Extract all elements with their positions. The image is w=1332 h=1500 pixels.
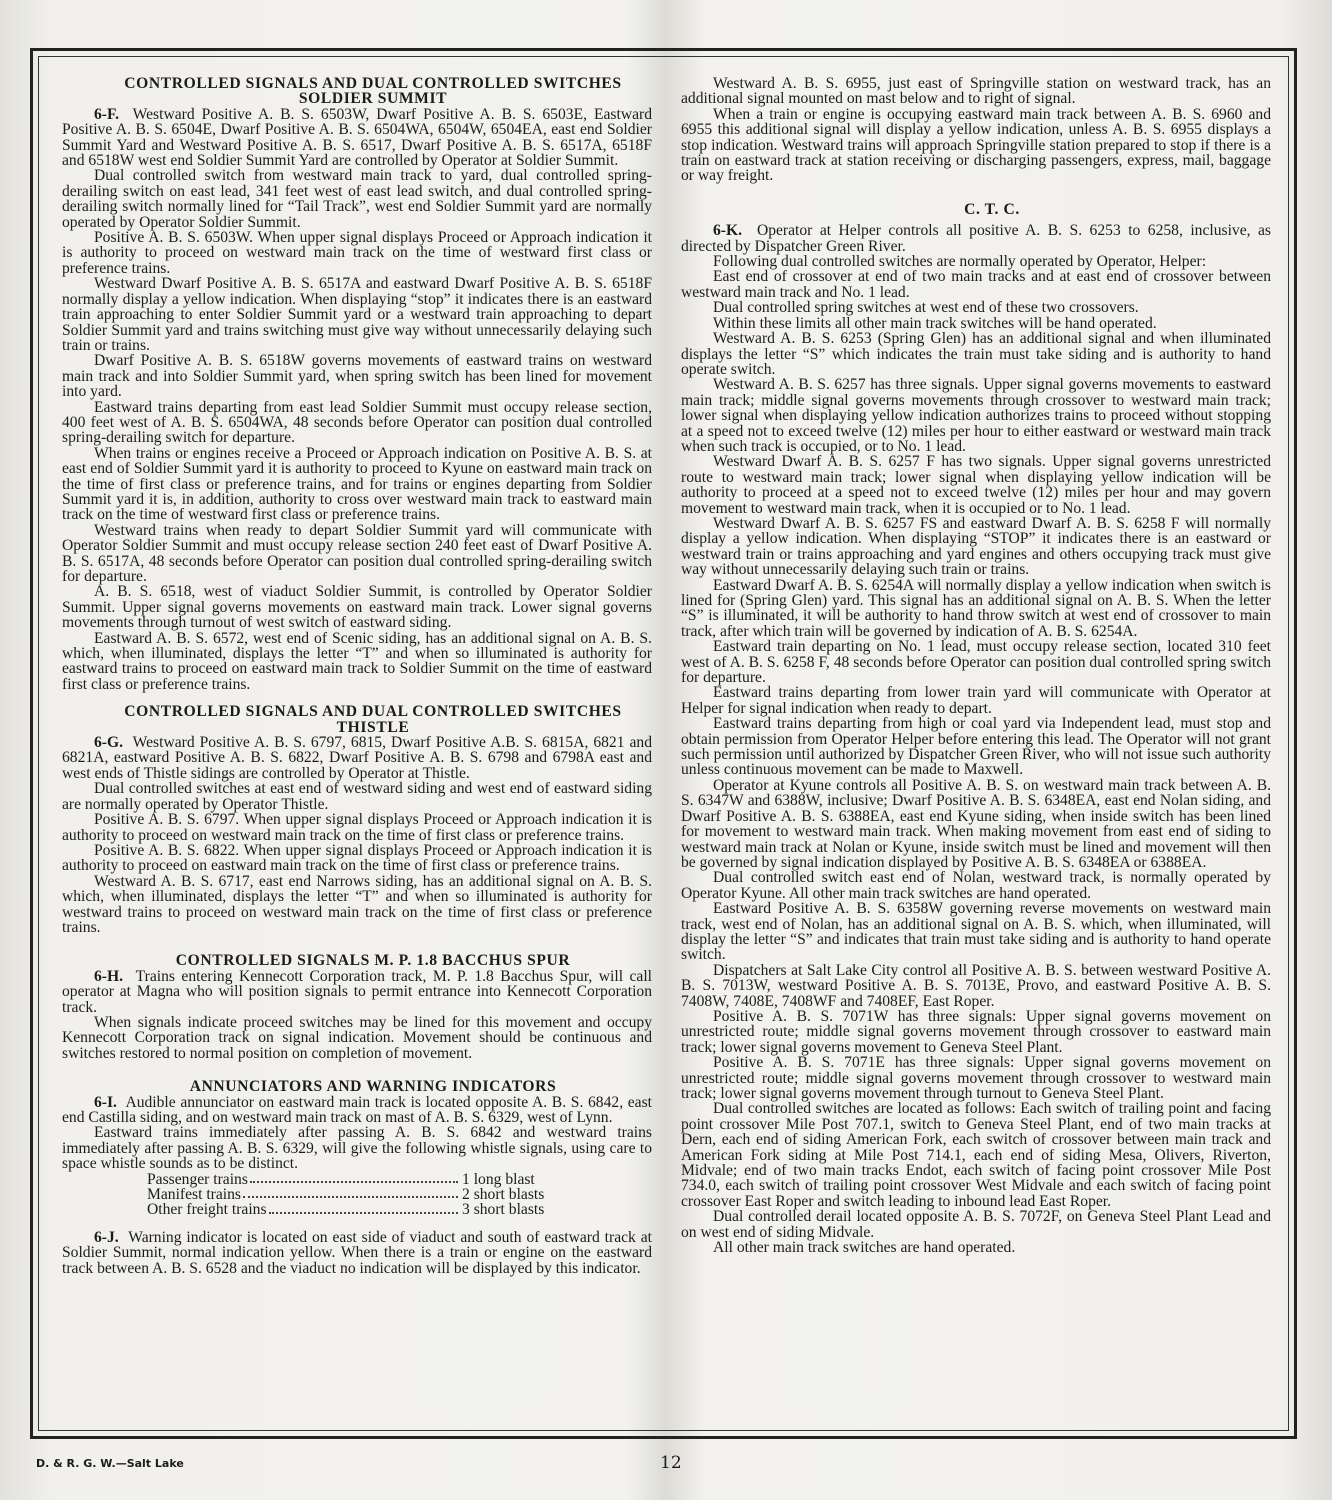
section-title-bacchus-spur: CONTROLLED SIGNALS M. P. 1.8 BACCHUS SPUR <box>175 952 571 970</box>
rule-number: 6-I. <box>94 1093 117 1111</box>
rule-number: 6-J. <box>94 1228 119 1246</box>
paragraph: Westward A. B. S. 6955, just east of Springville station on westward track, has an additional signal mounted on mast below and to right of signal. <box>681 76 1271 108</box>
paragraph: All other main track switches are hand operated. <box>713 1239 1016 1257</box>
whistle-list-item <box>147 1172 562 1187</box>
whistle-value: 2 short blasts <box>462 1186 545 1204</box>
section-title-ctc: C. T. C. <box>964 200 1020 218</box>
paragraph: Eastward Dwarf A. B. S. 6254A will normally display a yellow indication when switch is lined for (Spring Glen) yard. This signal has an additional signal on A. B. S. When the letter “S” is illuminated, it will be authority to hand throw switch at west end of crossover to main track, after which train will be governed by indication of A. B. S. 6254A. <box>681 576 1271 640</box>
paragraph-text: Warning indicator is located on east side of viaduct and south of eastward track at Soldier Summit, normal indication yellow. When there is a train or engine on the eastward track between A. B. S. 6528 and the viaduct no indication will be displayed by this indicator. <box>62 1228 652 1277</box>
paragraph: Westward A. B. S. 6253 (Spring Glen) has an additional signal and when illuminated displays the letter “S” which indicates the train must take siding and is authority to hand operate switch. <box>681 330 1271 378</box>
leader-dots <box>269 1202 458 1213</box>
paragraph-text: Westward Positive A. B. S. 6797, 6815, Dwarf Positive A.B. S. 6815A, 6821 and 6821A, eastward Positive A. B. S. 6822, Dwarf Positive A. B. S. 6798 and 6798A east and west ends of Thistle sidings are controlled by Operator at Thistle. <box>62 734 652 782</box>
whistle-list-item <box>147 1202 562 1217</box>
paragraph: Dispatchers at Salt Lake City control all Positive A. B. S. between westward Positive A. B. S. 7013W, westward Positive A. B. S. 7013E, Provo, and eastward Positive A. B. S. 7408W, 7408E, 7408WF and 7408EF, East Roper. <box>681 961 1271 1010</box>
whistle-label: Other freight trains <box>147 1201 267 1219</box>
paragraph: Eastward trains departing from lower train yard will communicate with Operator at Helper for signal indication when ready to depart. <box>681 684 1271 717</box>
paragraph: When trains or engines receive a Proceed or Approach indication on Positive A. B. S. at east end of Soldier Summit yard it is authority to proceed to Kyune on eastward main track on the time of first class or preference trains, and for trains or engines departing from Soldier Summit yard it is, in addition, authority to cross over westward main track to eastward main track on the time of westward first class or preference trains. <box>62 444 652 524</box>
paragraph: Dual controlled switch from westward main track to yard, dual controlled spring-derailing switch on east lead, 341 feet west of east lead switch, and dual controlled spring-derailing switch normally lined for “Tail Track”, west end Soldier Summit yard are normally operated by Operator Soldier Summit. <box>62 167 652 231</box>
paragraph-text: Operator at Helper controls all positive A. B. S. 6253 to 6258, inclusive, as directed by Dispatcher Green River. <box>681 222 1271 255</box>
rule-6j-paragraph <box>62 1230 652 1276</box>
whistle-list-item <box>147 1187 562 1202</box>
paragraph: Positive A. B. S. 7071W has three signals: Upper signal governs movement on unrestricted route; middle signal governs movement through crossover to eastward main track; lower signal governs movement to Geneva Steel Plant. <box>681 1007 1271 1056</box>
paragraph: When a train or engine is occupying eastward main track between A. B. S. 6960 and 6955 this additional signal will display a yellow indication, unless A. B. S. 6955 displays a stop indication. Westward trains will approach Springville station prepared to stop if there is a train on eastward track at station receiving or discharging passengers, express, mail, baggage or way freight. <box>681 105 1271 185</box>
publisher-footer: D. & R. G. W.—Salt Lake <box>36 1457 184 1470</box>
whistle-value: 1 long blast <box>462 1170 535 1188</box>
paragraph: Westward trains when ready to depart Soldier Summit yard will communicate with Operator Soldier Summit and must occupy release section 240 feet east of Dwarf Positive A. B. S. 6517A, 48 seconds before Operator can position dual controlled spring-derailing switch for departure. <box>62 521 652 585</box>
paragraph: Eastward trains immediately after passing A. B. S. 6842 and westward trains immediately after passing A. B. S. 6329, will give the following whistle signals, using care to space whistle sounds as to be distinct. <box>62 1124 652 1173</box>
section-title-soldier-summit: CONTROLLED SIGNALS AND DUAL CONTROLLED SWITCHES <box>124 76 622 92</box>
leader-dots <box>243 1187 458 1198</box>
section-subtitle-soldier-summit: SOLDIER SUMMIT <box>298 90 448 108</box>
whistle-label: Passenger trains <box>147 1170 248 1188</box>
paragraph-text: Westward Positive A. B. S. 6503W, Dwarf Positive A. B. S. 6503E, Eastward Positive A. B. S. 6504E, Dwarf Positive A. B. S. 6504WA, 6504W, 6504EA, east end Soldier Summit Yard and Westward Positive A. B. S. 6517, Dwarf Positive A. B. S. 6517A, 6518F and 6518W west end Soldier Summit Yard are controlled by Operator at Soldier Summit. <box>62 105 652 170</box>
paragraph: Westward Dwarf Positive A. B. S. 6517A and eastward Dwarf Positive A. B. S. 6518F normally display a yellow indication. When displaying “stop” it indicates there is an eastward train approaching to enter Soldier Summit yard or a westward train approaching to depart Soldier Summit yard and trains switching must give way without unnecessarily delaying such train or trains. <box>62 275 652 354</box>
paragraph: Dual controlled derail located opposite A. B. S. 7072F, on Geneva Steel Plant Lead and on west end of siding Midvale. <box>681 1208 1271 1241</box>
paragraph: Positive A. B. S. 6503W. When upper signal displays Proceed or Approach indication it is authority to proceed on westward main track on the time of westward first class or preference trains. <box>62 229 652 277</box>
left-column <box>62 76 652 1426</box>
paragraph-text: Audible annunciator on eastward main track is located opposite A. B. S. 6842, east end Castilla siding, and on westward main track on mast of A. B. S. 6329, west of Lynn. <box>62 1093 652 1126</box>
whistle-label: Manifest trains <box>147 1186 241 1204</box>
section-title-annunciators: ANNUNCIATORS AND WARNING INDICATORS <box>189 1078 557 1096</box>
rule-number: 6-K. <box>713 222 743 240</box>
paragraph: Eastward trains departing from high or coal yard via Independent lead, must stop and obtain permission from Operator Helper before entering this lead. The Operator will not grant such permission until authorized by Dispatcher Green River, who will not issue such authority unless continuous movement can be made to Maxwell. <box>681 715 1271 779</box>
paragraph: Westward A. B. S. 6717, east end Narrows siding, has an additional signal on A. B. S. which, when illuminated, displays the letter “T” and when so illuminated is authority for westward trains to proceed on westward main track on the time of first class or preference trains. <box>62 872 652 936</box>
rule-6i-paragraph <box>62 1095 652 1126</box>
right-column <box>681 76 1271 1426</box>
paragraph: A. B. S. 6518, west of viaduct Soldier Summit, is controlled by Operator Soldier Summit. Upper signal governs movements on eastward main track. Lower signal governs movements through turnout of west switch of eastward siding. <box>62 583 652 632</box>
rule-6g-paragraph <box>62 735 652 781</box>
paragraph: Following dual controlled switches are normally operated by Operator, Helper: <box>713 253 1207 271</box>
paragraph: Eastward Positive A. B. S. 6358W governing reverse movements on westward main track, west end of Nolan, has an additional signal on A. B. S. which, when illuminated, will display the letter “S” and indicates that train must take siding and is authority to hand operate switch. <box>681 900 1271 964</box>
rule-6h-paragraph <box>62 969 652 1015</box>
leader-dots <box>250 1172 458 1183</box>
paragraph: Dual controlled switch east end of Nolan, westward track, is normally operated by Operator Kyune. All other main track switches are hand operated. <box>681 869 1271 902</box>
paragraph: Eastward A. B. S. 6572, west end of Scenic siding, has an additional signal on A. B. S. which, when illuminated, displays the letter “T” and when so illuminated is authority for eastward trains to proceed on eastward main track to Soldier Summit on the time of eastward first class or preference trains. <box>62 629 652 693</box>
paragraph: Dwarf Positive A. B. S. 6518W governs movements of eastward trains on westward main track and into Soldier Summit yard, when spring switch has been lined for movement into yard. <box>62 352 652 401</box>
section-subtitle-thistle: THISTLE <box>336 718 410 736</box>
page-number: 12 <box>660 1453 682 1473</box>
paragraph: When signals indicate proceed switches may be lined for this movement and occupy Kennecott Corporation track on signal indication. Movement should be continuous and switches restored to normal position on completion of movement. <box>62 1013 652 1062</box>
paragraph: Within these limits all other main track switches will be hand operated. <box>713 314 1157 332</box>
paragraph: Dual controlled switches are located as follows: Each switch of trailing point and facing point crossover Mile Post 707.1, switch to Geneva Steel Plant, end of two main tracks at Dern, each end of siding American Fork, each switch of crossover between main track and American Fork siding at Mile Post 714.1, each end of siding Mesa, Olivers, Riverton, Midvale; end of two main tracks Endot, each switch of facing point crossover Mile Post 734.0, each switch of trailing point crossover West Midvale and each switch of facing point crossover East Roper and switch leading to inbound lead East Roper. <box>681 1100 1271 1210</box>
paragraph: Eastward trains departing from east lead Soldier Summit must occupy release section, 400 feet west of A. B. S. 6504WA, 48 seconds before Operator can position dual controlled spring-derailing switch for departure. <box>62 398 652 447</box>
rule-6f-paragraph <box>62 107 652 169</box>
paragraph: Positive A. B. S. 6822. When upper signal displays Proceed or Approach indication it is authority to proceed on eastward main track on the time of first class or preference trains. <box>62 841 652 875</box>
paragraph-text: Trains entering Kennecott Corporation track, M. P. 1.8 Bacchus Spur, will call operator at Magna who will position signals to permit entrance into Kennecott Corporation track. <box>62 967 652 1016</box>
paragraph: Eastward train departing on No. 1 lead, must occupy release section, located 310 feet west of A. B. S. 6258 F, 48 seconds before Operator can position dual controlled spring switch for departure. <box>681 638 1271 687</box>
paragraph: Westward Dwarf A. B. S. 6257 FS and eastward Dwarf A. B. S. 6258 F will normally display a yellow indication. When displaying “STOP” it indicates there is an eastward or westward train or trains approaching and yard engines and others occupying track must give way without unnecessarily delaying such train or trains. <box>681 514 1271 579</box>
paragraph: Operator at Kyune controls all Positive A. B. S. on westward main track between A. B. S. 6347W and 6388W, inclusive; Dwarf Positive A. B. S. 6348EA, east end Nolan siding, and Dwarf Positive A. B. S. 6388EA, east end Kyune siding, when inside switch has been lined for movement to westward main track. When making movement from east end of siding to westward main track at Nolan or Kyune, inside switch must be lined and movement will then be governed by signal indication displayed by Positive A. B. S. 6348EA or 6388EA. <box>681 776 1271 871</box>
whistle-value: 3 short blasts <box>462 1201 545 1219</box>
rule-number: 6-G. <box>94 734 124 752</box>
paragraph: East end of crossover at end of two main tracks and at east end of crossover between westward main track and No. 1 lead. <box>681 268 1271 301</box>
paragraph: Dual controlled spring switches at west end of these two crossovers. <box>713 299 1139 317</box>
section-title-thistle: CONTROLLED SIGNALS AND DUAL CONTROLLED SWITCHES <box>124 703 622 721</box>
paragraph: Westward Dwarf A. B. S. 6257 F has two signals. Upper signal governs unrestricted route to westward main track; lower signal when displaying yellow indication will be authority to proceed at a speed not to exceed twelve (12) miles per hour and may govern movement to westward main track, when it is occupied or to No. 1 lead. <box>681 453 1271 517</box>
paragraph: Positive A. B. S. 6797. When upper signal displays Proceed or Approach indication it is authority to proceed on westward main track on the time of first class or preference trains. <box>62 811 652 844</box>
paragraph: Westward A. B. S. 6257 has three signals. Upper signal governs movements to eastward main track; middle signal governs movements through crossover to westward main track; lower signal when displaying yellow indication authorizes trains to proceed without stopping at a speed not to exceed twelve (12) miles per hour to either eastward or westward main track when such track is occupied, or to No. 1 lead. <box>681 376 1271 455</box>
rule-number: 6-H. <box>94 967 124 985</box>
rule-number: 6-F. <box>94 105 119 123</box>
paragraph: Dual controlled switches at east end of westward siding and west end of eastward siding are normally operated by Operator Thistle. <box>62 780 652 813</box>
paragraph: Positive A. B. S. 7071E has three signals: Upper signal governs movement on unrestricted route; middle signal governs movement through crossover to westward main track; lower signal governs movement through turnout to Geneva Steel Plant. <box>681 1054 1271 1102</box>
rule-6k-paragraph <box>681 223 1271 254</box>
